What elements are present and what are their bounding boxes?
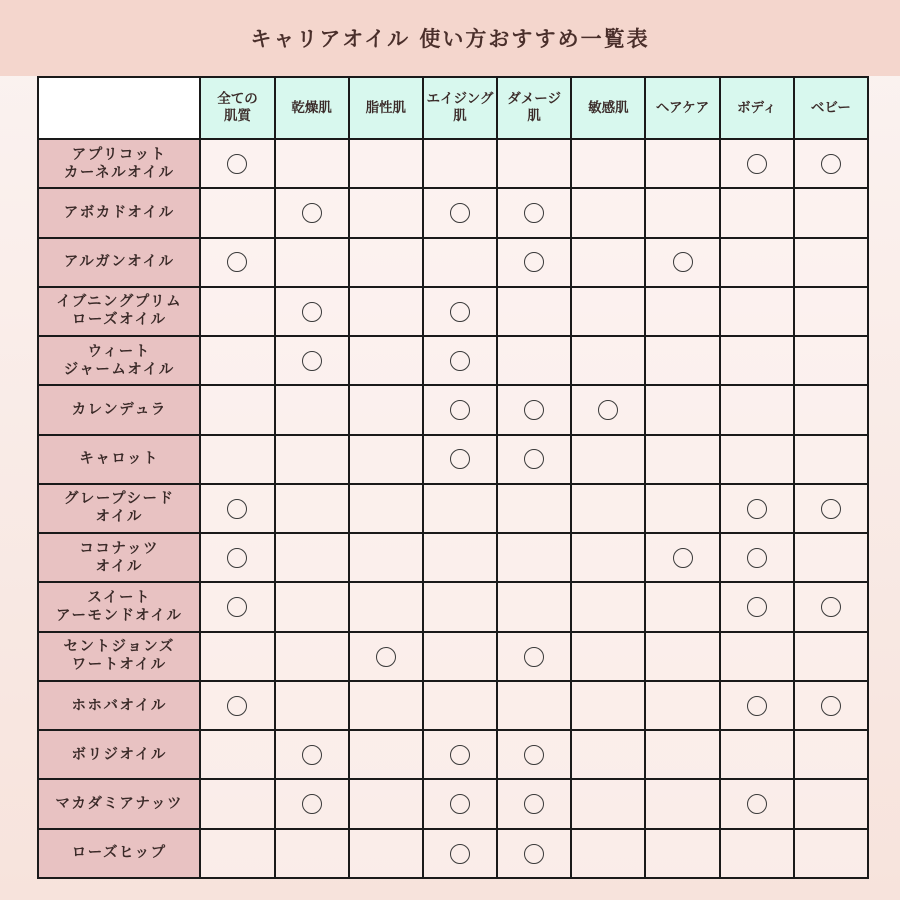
table-cell [200, 632, 274, 681]
column-header [200, 77, 274, 139]
column-header [423, 77, 497, 139]
oil-name-line1: ウィート [87, 343, 151, 360]
table-cell [200, 435, 274, 484]
oil-name-line2: ワートオイル [71, 657, 167, 674]
circle-mark-icon [302, 351, 322, 371]
table-cell [571, 533, 645, 582]
circle-mark-icon [302, 794, 322, 814]
column-header [571, 77, 645, 139]
table-cell [275, 681, 349, 730]
table-cell [645, 385, 719, 434]
table-cell [349, 484, 423, 533]
table-cell [571, 385, 645, 434]
table-cell [571, 287, 645, 336]
table-row [38, 435, 868, 484]
oil-name [38, 681, 200, 730]
table-cell [645, 681, 719, 730]
table-cell [720, 730, 794, 779]
table-cell [423, 188, 497, 237]
circle-mark-icon [302, 745, 322, 765]
circle-mark-icon [598, 400, 618, 420]
table-cell [720, 632, 794, 681]
column-header-line2: 肌 [453, 108, 467, 124]
table-cell [571, 582, 645, 631]
column-header-line1: ボディ [736, 99, 777, 116]
table-cell [423, 336, 497, 385]
oil-name [38, 336, 200, 385]
table-cell [497, 385, 571, 434]
table-cell [275, 435, 349, 484]
table-cell [794, 632, 868, 681]
circle-mark-icon [524, 449, 544, 469]
table-cell [349, 632, 423, 681]
table-cell [794, 385, 868, 434]
table-cell [200, 681, 274, 730]
circle-mark-icon [376, 647, 396, 667]
table-row [38, 779, 868, 828]
oil-name-line1: ホホバオイル [71, 697, 167, 714]
table-cell [720, 287, 794, 336]
table-cell [423, 730, 497, 779]
table-row [38, 336, 868, 385]
column-header-line1: ベビー [810, 99, 851, 116]
table-cell [497, 139, 571, 188]
oil-name [38, 829, 200, 878]
table-cell [645, 533, 719, 582]
circle-mark-icon [747, 696, 767, 716]
table-cell [349, 533, 423, 582]
table-cell [423, 632, 497, 681]
table-cell [497, 533, 571, 582]
oil-name-line2: カーネルオイル [63, 164, 175, 181]
oil-name [38, 779, 200, 828]
circle-mark-icon [302, 302, 322, 322]
table-cell [349, 730, 423, 779]
table-cell [645, 336, 719, 385]
table-cell [423, 238, 497, 287]
table-cell [497, 829, 571, 878]
circle-mark-icon [524, 647, 544, 667]
table-cell [200, 829, 274, 878]
table-cell [423, 533, 497, 582]
table-cell [423, 779, 497, 828]
table-cell [720, 336, 794, 385]
oil-name [38, 435, 200, 484]
table-cell [794, 336, 868, 385]
column-header-line1: エイジング [426, 91, 494, 107]
table-cell [423, 681, 497, 730]
table-cell [645, 632, 719, 681]
table-cell [497, 582, 571, 631]
column-header-line1: 全ての [217, 91, 258, 107]
table-cell [720, 139, 794, 188]
table-cell [645, 139, 719, 188]
oil-name-line1: カレンデュラ [71, 401, 167, 418]
oil-name [38, 188, 200, 237]
table-cell [200, 533, 274, 582]
table-cell [794, 287, 868, 336]
table-cell [571, 779, 645, 828]
table-cell [794, 484, 868, 533]
table-cell [794, 238, 868, 287]
oil-name-line1: ボリジオイル [71, 746, 167, 763]
table-cell [200, 139, 274, 188]
circle-mark-icon [821, 597, 841, 617]
circle-mark-icon [450, 351, 470, 371]
oil-name-line1: アプリコット [71, 146, 167, 163]
table-body [38, 139, 868, 878]
table-cell [794, 582, 868, 631]
table-cell [423, 139, 497, 188]
table-cell [720, 435, 794, 484]
circle-mark-icon [227, 499, 247, 519]
table-cell [200, 188, 274, 237]
circle-mark-icon [450, 794, 470, 814]
table-cell [720, 238, 794, 287]
circle-mark-icon [227, 252, 247, 272]
circle-mark-icon [450, 449, 470, 469]
table-cell [720, 582, 794, 631]
table-cell [349, 582, 423, 631]
table-cell [349, 779, 423, 828]
table-cell [497, 779, 571, 828]
oil-name-line2: ジャームオイル [63, 361, 175, 378]
table-cell [200, 484, 274, 533]
table-cell [645, 188, 719, 237]
table-cell [794, 533, 868, 582]
oil-name-line1: グレープシード [63, 491, 175, 508]
circle-mark-icon [747, 154, 767, 174]
table-row [38, 484, 868, 533]
oil-name [38, 287, 200, 336]
table-cell [645, 730, 719, 779]
table-cell [349, 385, 423, 434]
circle-mark-icon [450, 203, 470, 223]
table-cell [275, 582, 349, 631]
table-cell [423, 829, 497, 878]
table-cell [275, 336, 349, 385]
oil-name-line1: アボカドオイル [63, 204, 175, 221]
circle-mark-icon [673, 252, 693, 272]
circle-mark-icon [227, 154, 247, 174]
table-row [38, 730, 868, 779]
table-cell [497, 484, 571, 533]
table-cell [349, 435, 423, 484]
table-cell [497, 287, 571, 336]
table-row [38, 139, 868, 188]
table-cell [571, 188, 645, 237]
table-row [38, 188, 868, 237]
oil-name-line2: ローズオイル [71, 312, 167, 329]
table-cell [645, 287, 719, 336]
circle-mark-icon [747, 548, 767, 568]
circle-mark-icon [450, 745, 470, 765]
table-cell [794, 188, 868, 237]
table-cell [497, 336, 571, 385]
table-cell [200, 385, 274, 434]
table-cell [275, 730, 349, 779]
table-cell [349, 287, 423, 336]
oil-name [38, 632, 200, 681]
circle-mark-icon [524, 203, 544, 223]
table-cell [645, 829, 719, 878]
table-cell [349, 139, 423, 188]
circle-mark-icon [747, 499, 767, 519]
table-cell [645, 435, 719, 484]
table-cell [275, 188, 349, 237]
table-cell [275, 287, 349, 336]
circle-mark-icon [302, 203, 322, 223]
oil-name [38, 582, 200, 631]
circle-mark-icon [747, 597, 767, 617]
table-cell [349, 336, 423, 385]
table-cell [275, 632, 349, 681]
circle-mark-icon [524, 252, 544, 272]
circle-mark-icon [227, 696, 247, 716]
column-header-line1: 敏感肌 [588, 99, 629, 116]
table-cell [497, 681, 571, 730]
table-cell [423, 435, 497, 484]
oil-name-line1: スイート [87, 590, 152, 607]
table-cell [645, 484, 719, 533]
table-cell [349, 829, 423, 878]
table-row [38, 238, 868, 287]
oil-name-line1: ココナッツ [79, 540, 160, 557]
circle-mark-icon [524, 745, 544, 765]
table-cell [645, 582, 719, 631]
oil-name-line1: ローズヒップ [71, 845, 167, 862]
table-cell [720, 533, 794, 582]
table-row [38, 533, 868, 582]
column-header-line1: 脂性肌 [365, 99, 407, 116]
circle-mark-icon [524, 794, 544, 814]
table-cell [720, 829, 794, 878]
circle-mark-icon [673, 548, 693, 568]
table-cell [794, 435, 868, 484]
table-cell [275, 385, 349, 434]
table-cell [423, 287, 497, 336]
table-cell [720, 484, 794, 533]
table-cell [794, 681, 868, 730]
circle-mark-icon [747, 794, 767, 814]
table-row [38, 287, 868, 336]
oil-name-line1: セントジョンズ [63, 639, 175, 656]
table-cell [349, 238, 423, 287]
column-header [275, 77, 349, 139]
table-row [38, 829, 868, 878]
circle-mark-icon [227, 597, 247, 617]
table-cell [571, 829, 645, 878]
oil-name [38, 730, 200, 779]
oil-name-line1: アルガンオイル [63, 254, 175, 271]
table-cell [200, 336, 274, 385]
table-cell [275, 779, 349, 828]
table-cell [275, 139, 349, 188]
table-cell [794, 139, 868, 188]
table-row [38, 681, 868, 730]
page-title: キャリアオイル 使い方おすすめ一覧表 [250, 27, 650, 51]
table-cell [794, 730, 868, 779]
column-header-line1: ダメージ [507, 91, 562, 107]
column-header [720, 77, 794, 139]
circle-mark-icon [524, 400, 544, 420]
table-cell [571, 336, 645, 385]
table-row [38, 632, 868, 681]
circle-mark-icon [524, 844, 544, 864]
table-cell [275, 484, 349, 533]
column-header [349, 77, 423, 139]
circle-mark-icon [450, 302, 470, 322]
table-cell [200, 238, 274, 287]
circle-mark-icon [450, 844, 470, 864]
table-cell [571, 681, 645, 730]
column-header-line2: 肌質 [223, 108, 251, 124]
column-header-line1: ヘアケア [655, 99, 710, 116]
circle-mark-icon [450, 400, 470, 420]
column-header [794, 77, 868, 139]
column-header-line1: 乾燥肌 [291, 99, 332, 116]
table-cell [571, 484, 645, 533]
table-cell [645, 779, 719, 828]
oil-name-line1: キャロット [79, 451, 160, 468]
oil-name-line1: イブニングプリム [56, 294, 183, 311]
circle-mark-icon [821, 154, 841, 174]
corner-cell [38, 77, 200, 139]
table-cell [571, 632, 645, 681]
table-cell [571, 730, 645, 779]
table-cell [200, 730, 274, 779]
table-cell [275, 829, 349, 878]
column-header [497, 77, 571, 139]
oil-usage-table [37, 76, 869, 879]
table-cell [423, 484, 497, 533]
oil-name [38, 484, 200, 533]
table-cell [200, 779, 274, 828]
table-cell [571, 139, 645, 188]
table-cell [275, 238, 349, 287]
circle-mark-icon [821, 499, 841, 519]
table-cell [794, 779, 868, 828]
circle-mark-icon [821, 696, 841, 716]
table-cell [720, 188, 794, 237]
oil-name [38, 533, 200, 582]
table-cell [200, 582, 274, 631]
table-cell [497, 435, 571, 484]
table-cell [720, 385, 794, 434]
table-cell [423, 385, 497, 434]
table-cell [423, 582, 497, 631]
oil-name [38, 385, 200, 434]
oil-name-line2: オイル [95, 558, 143, 575]
column-header-line2: 肌 [527, 108, 541, 124]
oil-name [38, 238, 200, 287]
oil-name-line2: オイル [95, 509, 143, 526]
title-band [0, 0, 900, 76]
table-cell [497, 632, 571, 681]
table-cell [720, 681, 794, 730]
table-cell [349, 188, 423, 237]
table-cell [497, 238, 571, 287]
table-cell [200, 287, 274, 336]
table-cell [497, 188, 571, 237]
table-row [38, 385, 868, 434]
table-cell [794, 829, 868, 878]
table-cell [571, 238, 645, 287]
oil-name [38, 139, 200, 188]
table-cell [349, 681, 423, 730]
table-row [38, 582, 868, 631]
header-row [38, 77, 868, 139]
circle-mark-icon [227, 548, 247, 568]
table-cell [720, 779, 794, 828]
column-header [645, 77, 719, 139]
oil-name-line1: マカダミアナッツ [55, 796, 184, 813]
oil-name-line2: アーモンドオイル [55, 608, 183, 625]
table-cell [497, 730, 571, 779]
table-cell [645, 238, 719, 287]
table-cell [571, 435, 645, 484]
table-cell [275, 533, 349, 582]
